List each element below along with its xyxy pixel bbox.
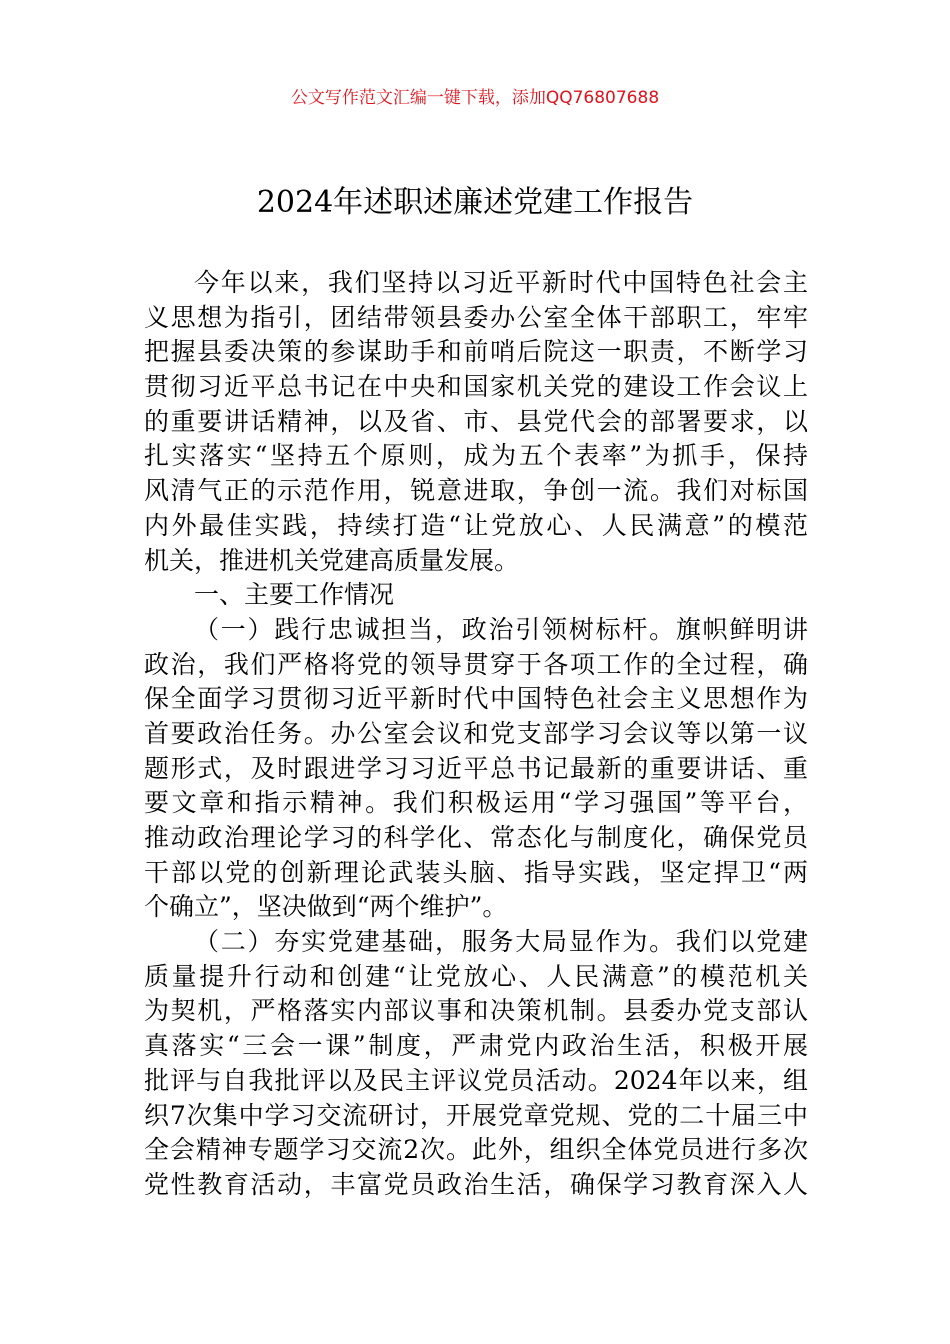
paragraph-line: 个确立”，坚决做到“两个维护”。 — [144, 892, 508, 922]
paragraph-line: 真落实“三会一课”制度，严肃党内政治生活，积极开展 — [144, 1031, 808, 1061]
paragraph-line: 批评与自我批评以及民主评议党员活动。2024年以来，组 — [144, 1065, 808, 1095]
document-title: 2024年述职述廉述党建工作报告 — [256, 185, 694, 220]
paragraph-line: 全会精神专题学习交流2次。此外，组织全体党员进行多次 — [144, 1135, 808, 1165]
paragraph-line: 质量提升行动和创建“让党放心、人民满意”的模范机关 — [144, 961, 808, 991]
paragraph-line: 把握县委决策的参谋助手和前哨后院这一职责，不断学习 — [144, 337, 808, 367]
paragraph-line: 政治，我们严格将党的领导贯穿于各项工作的全过程，确 — [144, 649, 808, 679]
paragraph-line: 贯彻习近平总书记在中央和国家机关党的建设工作会议上 — [144, 372, 808, 402]
paragraph-line: 为契机，严格落实内部议事和决策机制。县委办党支部认 — [144, 996, 808, 1026]
paragraph-line: 党性教育活动，丰富党员政治生活，确保学习教育深入人 — [144, 1169, 808, 1199]
watermark-header: 公文写作范文汇编一键下载，添加QQ76807688 — [290, 88, 660, 108]
paragraph-line: 织7次集中学习交流研讨，开展党章党规、党的二十届三中 — [144, 1100, 808, 1130]
section-heading: 一、主要工作情况 — [194, 580, 395, 610]
paragraph-line: 内外最佳实践，持续打造“让党放心、人民满意”的模范 — [144, 510, 808, 540]
paragraph-line: 机关，推进机关党建高质量发展。 — [144, 545, 520, 575]
paragraph-line: 保全面学习贯彻习近平新时代中国特色社会主义思想作为 — [144, 684, 808, 714]
paragraph-line: （二）夯实党建基础，服务大局显作为。我们以党建 — [194, 927, 808, 957]
paragraph-line: 风清气正的示范作用，锐意进取，争创一流。我们对标国 — [144, 476, 808, 506]
paragraph-line: 扎实落实“坚持五个原则，成为五个表率”为抓手，保持 — [144, 441, 808, 471]
paragraph-line: （一）践行忠诚担当，政治引领树标杆。旗帜鲜明讲 — [194, 614, 808, 644]
paragraph-line: 要文章和指示精神。我们积极运用“学习强国”等平台， — [144, 788, 808, 818]
document-body — [144, 266, 808, 1203]
paragraph-line: 题形式，及时跟进学习习近平总书记最新的重要讲话、重 — [144, 753, 808, 783]
paragraph-line: 推动政治理论学习的科学化、常态化与制度化，确保党员 — [144, 823, 808, 852]
paragraph-line: 的重要讲话精神，以及省、市、县党代会的部署要求，以 — [144, 406, 808, 436]
paragraph-line: 义思想为指引，团结带领县委办公室全体干部职工，牢牢 — [144, 302, 808, 332]
paragraph-line: 今年以来，我们坚持以习近平新时代中国特色社会主 — [194, 268, 808, 297]
paragraph-line: 首要政治任务。办公室会议和党支部学习会议等以第一议 — [144, 718, 808, 748]
paragraph-line: 干部以党的创新理论武装头脑、指导实践，坚定捍卫“两 — [144, 857, 808, 887]
